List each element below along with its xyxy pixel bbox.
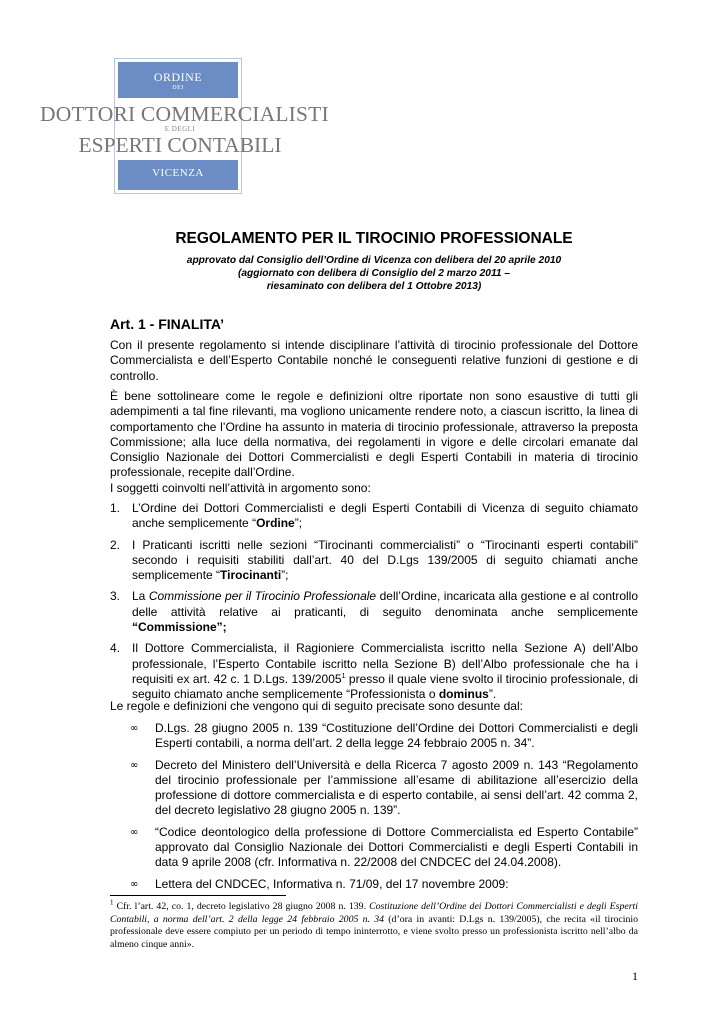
document-subtitle [110, 255, 638, 293]
bullet-text: D.Lgs. 28 giugno 2005 n. 139 “Costituzione dell’Ordine dei Dottori Commercialisti e degli Esperti contabili, a norma dell’art. 2 della legge 24 febbraio 2005 n. 34”. [155, 721, 638, 751]
list-bold-term: “Commissione”; [132, 620, 227, 635]
list-number: 4. [110, 641, 121, 656]
infinity-bullet-icon: ∞ [130, 723, 139, 734]
footnote-text: Cfr. l’art. 42, co. 1, decreto legislativo 28 giugno 2008 n. 139. [113, 901, 370, 912]
bullet-item [130, 758, 638, 819]
list-number: 2. [110, 537, 121, 552]
article-title: Art. 1 - FINALITA’ [110, 316, 225, 332]
paragraph-4: Le regole e definizioni che vengono qui di seguito precisate sono desunte dal: [110, 699, 523, 713]
logo-vicenza-text: VICENZA [152, 167, 204, 179]
list-text: dell’Ordine, incaricata alla gestione e al controllo delle attività relative ai praticanti, di seguito denominata anche semplicemente [132, 589, 638, 619]
logo-ordine-text: ORDINE [153, 70, 203, 84]
list-bold-term: dominus [438, 687, 489, 702]
list-italic-term: Commissione per il Tirocinio Professionale [148, 589, 377, 604]
infinity-bullet-icon: ∞ [130, 826, 139, 838]
subtitle-line: approvato dal Consiglio dell’Ordine di Vicenza con delibera del 20 aprile 2010 [186, 255, 562, 266]
paragraph-3: I soggetti coinvolti nell’attività in argomento sono: [110, 481, 371, 495]
footnote [110, 898, 638, 951]
bullet-text: Lettera del CNDCEC, Informativa n. 71/09, del 17 novembre 2009: [155, 876, 509, 891]
list-text: Il Dottore Commercialista, il Ragioniere Commercialista iscritto nella Sezione A) dell’Albo professionale, l’Esperto Contabile iscritto nella Sezione B) dell’Albo professionale che ha i requisiti ex art. 42 c. 1 D.Lgs. 139/2005 [132, 641, 638, 686]
bullet-item [130, 877, 638, 892]
footnote-separator [110, 895, 286, 896]
footnote-ref[interactable]: 1 [341, 672, 346, 680]
list-item [110, 589, 638, 635]
order-logo [40, 58, 329, 198]
subtitle-line: riesaminato con delibera del 1 Ottobre 2013) [266, 280, 482, 292]
list-item [110, 501, 638, 532]
list-text-end: ”; [294, 516, 303, 531]
list-item [110, 538, 638, 584]
list-text-end: ”. [488, 687, 497, 702]
footnote-italic-text: Costituzione dell’Ordine dei Dottori Commercialisti e degli Esperti Contabili, a norma dell’art. 2 della legge 24 febbraio 2005 n. 34 [110, 901, 638, 925]
infinity-bullet-icon: ∞ [130, 759, 139, 771]
list-number: 3. [110, 589, 121, 604]
bullet-text: “Codice deontologico della professione di Dottore Commercialista ed Esperto Contabile” approvato dal Consiglio Nazionale dei Dottori Commercialisti e degli Esperti Contabili in data 9 aprile 2008 (cfr. Informativa n. 22/2008 del CNDCEC del 24.04.2008). [155, 824, 638, 870]
list-text: L’Ordine dei Dottori Commercialisti e degli Esperti Contabili di Vicenza di seguito chiamato anche semplicemente “ [132, 501, 638, 531]
paragraph-2: È bene sottolineare come le regole e definizioni oltre riportate non sono esaustive di tutti gli adempimenti a tal fine rilevanti, ma vogliono unicamente rendere noto, a ciascun iscritto, la linea di comportamento che l’Ordine ha assunto in materia di tirocinio professionale, attraverso la preposta Commissione; alla luce della normativa, dei regolamenti in vigore e delle circolari emanate dal Consiglio Nazionale dei Dottori Commercialisti e degli Esperti Contabili in materia di tirocinio professionale, recepite dall’Ordine. [110, 389, 638, 480]
footnote-number: 1 [110, 898, 114, 907]
list-bold-term: Ordine [256, 516, 295, 531]
footnote-text-end: (d’ora in avanti: D.Lgs n. 139/2005), che recita «il tirocinio professionale deve essere compiuto per un periodo di tempo ininterrotto, e viene svolto presso un professionista iscritto nell’albo da almeno cinque anni». [110, 913, 638, 950]
bullet-item [130, 721, 638, 752]
page-number: 1 [632, 969, 638, 983]
logo-dottori-text: DOTTORI COMMERCIALISTI [40, 102, 329, 126]
list-text-pre: La [132, 589, 149, 604]
document-title: REGOLAMENTO PER IL TIROCINIO PROFESSIONALE [175, 230, 573, 247]
bullet-item [130, 825, 638, 871]
list-text-continued: presso il quale viene svolto il tirocinio professionale, di seguito chiamato anche semplicemente “Professionista o [132, 671, 638, 702]
bullet-text: Decreto del Ministero dell’Università e della Ricerca 7 agosto 2009 n. 143 “Regolamento del tirocinio professionale per l’ammissione all’esame di abilitazione all’esercizio della professione di dottore commercialista e di esperto contabile, ai sensi dell’art. 42 comma 2, del decreto legislativo 28 giugno 2005 n. 139”. [155, 757, 638, 818]
bullet-list [130, 721, 638, 898]
list-text: I Praticanti iscritti nelle sezioni “Tirocinanti commercialisti” o “Tirocinanti esperti contabili” secondo i requisiti stabiliti dall’art. 40 del D.Lgs 139/2005 di seguito chiamati anche semplicemente “ [132, 537, 638, 583]
list-item [110, 641, 638, 702]
list-number: 1. [110, 501, 121, 515]
logo-dei-text: DEI [172, 85, 184, 91]
logo-edegli-text: E DEGLI [164, 125, 196, 133]
list-text-end: ”; [281, 568, 289, 583]
subtitle-line: (aggiornato con delibera di Consiglio del 2 marzo 2011 – [237, 267, 511, 279]
logo-esperti-text: ESPERTI CONTABILI [78, 133, 282, 157]
paragraph-1: Con il presente regolamento si intende disciplinare l’attività di tirocinio professionale del Dottore Commercialista e dell’Esperto Contabile nonché le conseguenti relative funzioni di gestione e di controllo. [110, 338, 638, 383]
list-bold-term: Tirocinanti [220, 568, 282, 583]
infinity-bullet-icon: ∞ [130, 878, 139, 890]
numbered-list [110, 501, 638, 709]
